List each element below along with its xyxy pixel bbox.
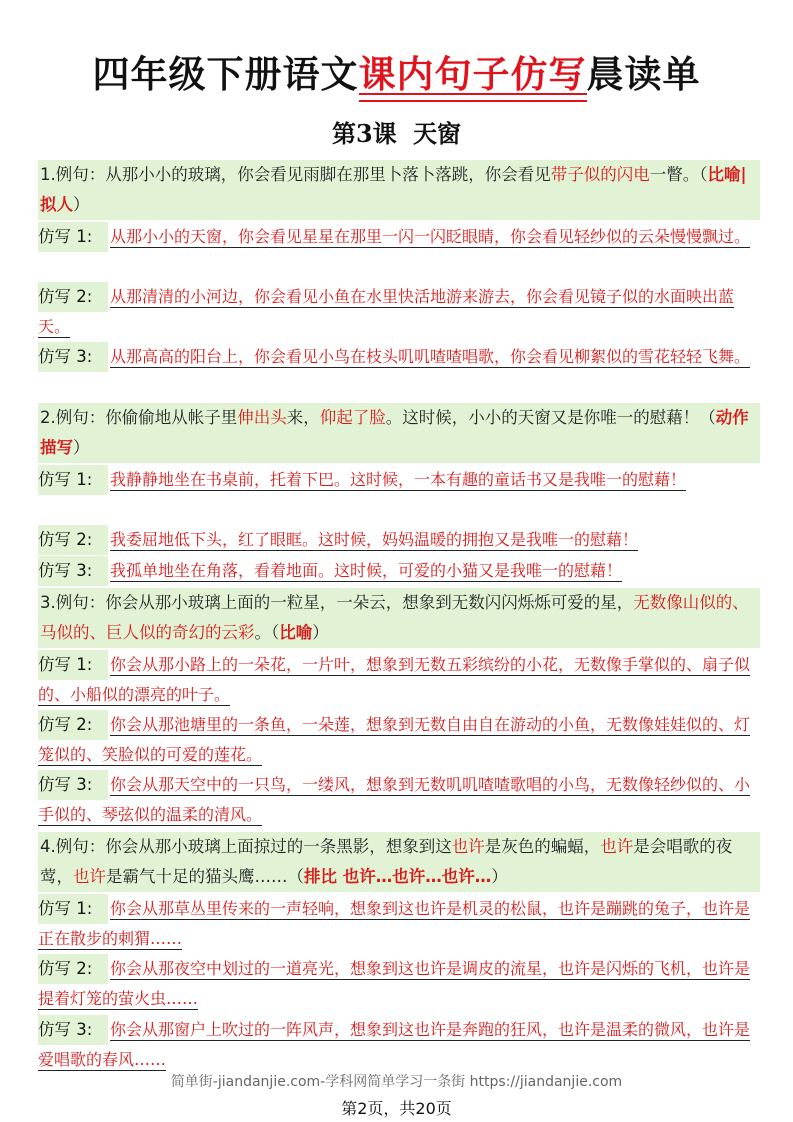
example-text: ） [312,623,329,642]
practice-text: 从那清清的小河边，你会看见小鱼在水里快活地游来游去，你会看见镜子似的水面映出蓝天。 [38,287,735,336]
practice-label: 仿写 2: [38,282,108,312]
practice-item [38,894,760,954]
example-text: ） [491,867,508,886]
practice-label: 仿写 1: [38,222,108,252]
rhetoric-tag: 动作描写 [40,408,749,457]
practice-text-block [38,222,760,252]
practice-text-block [38,954,760,1014]
practice-label: 仿写 2: [38,710,108,740]
example-sentence [38,403,760,463]
practice-label: 仿写 2: [38,525,108,555]
practice-item [38,525,760,555]
example-text: 是灰色的蝙蝠， [484,837,601,856]
highlight-phrase: 也许 [451,837,485,856]
practice-item [38,770,760,830]
practice-text-block [38,894,760,954]
example-text: 一瞥。（ [649,165,708,184]
practice-text-block [38,770,760,830]
practice-text: 我孤单地坐在角落，看着地面。这时候，可爱的小猫又是我唯一的慰藉！ [110,561,623,580]
practice-text-block [38,710,760,770]
practice-text: 你会从那夜空中划过的一道亮光，想象到这也许是调皮的流星，也许是闪烁的飞机，也许是提着灯笼的萤火虫…… [38,959,751,1008]
practice-label: 仿写 2: [38,954,108,984]
practice-text: 你会从那小路上的一朵花，一片叶，想象到无数五彩缤纷的小花，无数像手掌似的、扇子似的、小船似的漂亮的叶子。 [38,655,751,704]
example-text: ） [73,438,90,457]
example-sentence [38,832,760,892]
practice-item [38,650,760,710]
practice-text-block [38,342,760,372]
practice-item [38,342,760,372]
practice-text: 你会从那草丛里传来的一声轻响，想象到这也许是机灵的松鼠，也许是蹦跳的兔子，也许是正在散步的刺猬…… [38,899,751,948]
highlight-phrase: 仰起了脸 [319,408,386,427]
rhetoric-tag: 比喻 [279,623,313,642]
practice-text: 你会从那天空中的一只鸟，一缕风，想象到无数叽叽喳喳歌唱的小鸟，无数像轻纱似的、小手似的、琴弦似的温柔的清风。 [38,775,751,824]
example-sentence [38,160,760,220]
highlight-phrase: 带子似的闪电 [550,165,650,184]
example-text: 。这时候，小小的天窗又是你唯一的慰藉！（ [385,408,716,427]
practice-item [38,222,760,252]
practice-item [38,1015,760,1075]
practice-text: 我静静地坐在书桌前，托着下巴。这时候，一本有趣的童话书又是我唯一的慰藉！ [110,470,687,489]
practice-text-block [38,650,760,710]
rhetoric-tag: 比喻|拟人 [40,165,747,214]
example-text: 来， [286,408,320,427]
practice-item [38,282,760,342]
practice-item [38,954,760,1014]
highlight-phrase: 伸出头 [237,408,287,427]
practice-text-block [38,282,760,342]
practice-item [38,465,760,495]
practice-text-block [38,556,760,586]
example-text: 2.例句：你偷偷地从帐子里 [40,408,238,427]
watermark-text: 简单街-jiandanjie.com-学科网简单学习一条街 https://jiandanjie.com [170,1074,623,1090]
practice-label: 仿写 3: [38,1015,108,1045]
title-black: 四年级下册语文 [92,53,359,96]
practice-label: 仿写 3: [38,556,108,586]
example-text: 是会唱歌的夜莺， [40,837,733,886]
practice-text-block [38,1015,760,1075]
practice-text: 从那高高的阳台上，你会看见小鸟在枝头叽叽喳喳唱歌，你会看见柳絮似的雪花轻轻飞舞。 [110,347,751,366]
example-text: 1.例句：从那小小的玻璃，你会看见雨脚在那里卜落卜落跳，你会看见 [40,165,551,184]
practice-item [38,710,760,770]
rhetoric-tag: 排比 也许…也许…也许… [304,867,492,886]
title-highlight: 课内句子仿写 [358,53,587,96]
practice-label: 仿写 1: [38,465,108,495]
example-text: 是霸气十足的猫头鹰……（ [106,867,304,886]
practice-label: 仿写 3: [38,770,108,800]
page-title [0,44,793,98]
title-end: 晨读单 [586,53,701,96]
practice-label: 仿写 1: [38,894,108,924]
practice-text: 你会从那窗户上吹过的一阵风声，想象到这也许是奔跑的狂风，也许是温柔的微风，也许是爱唱歌的春风…… [38,1020,751,1069]
lesson-title: 第3课 天窗 [331,119,462,148]
practice-label: 仿写 3: [38,342,108,372]
highlight-phrase: 也许 [73,867,106,886]
example-text: 。（ [254,623,280,642]
highlight-phrase: 也许 [600,837,634,856]
page-number: 第2页，共20页 [341,1099,452,1118]
practice-text-block [38,465,760,495]
example-text: 4.例句：你会从那小玻璃上面掠过的一条黑影，想象到这 [40,837,452,856]
example-text: ） [73,195,90,214]
highlight-phrase: 无数像山似的、马似的、巨人似的奇幻的云彩 [40,593,749,642]
practice-text: 你会从那池塘里的一条鱼，一朵莲，想象到无数自由自在游动的小鱼，无数像娃娃似的、灯笼似的、笑脸似的可爱的莲花。 [38,715,751,764]
practice-text: 从那小小的天窗，你会看见星星在那里一闪一闪眨眼睛，你会看见轻纱似的云朵慢慢飘过。 [110,227,751,246]
practice-text: 我委屈地低下头，红了眼眶。这时候，妈妈温暖的拥抱又是我唯一的慰藉！ [110,530,639,549]
example-text: 3.例句：你会从那小玻璃上面的一粒星，一朵云，想象到无数闪闪烁烁可爱的星， [40,593,634,612]
practice-text-block [38,525,760,555]
practice-label: 仿写 1: [38,650,108,680]
example-sentence [38,588,760,648]
practice-item [38,556,760,586]
